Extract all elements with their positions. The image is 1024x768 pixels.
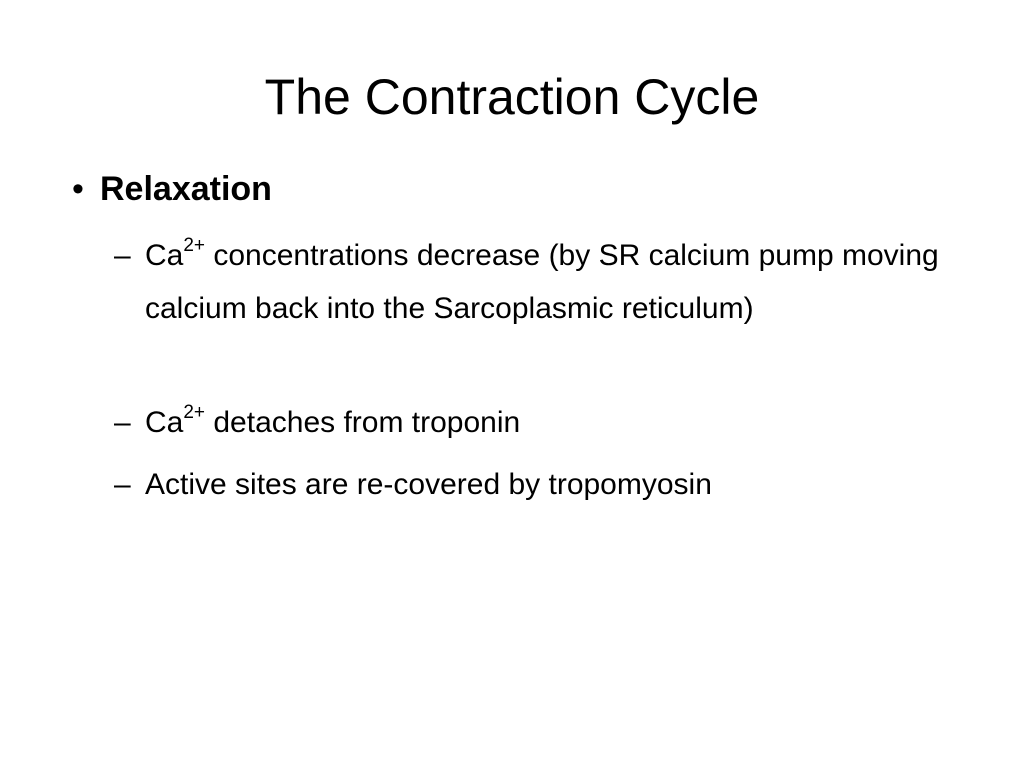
slide-title: The Contraction Cycle [264, 69, 760, 125]
bullet-relaxation [72, 166, 272, 212]
sub-marker: – [114, 239, 131, 272]
sub-marker: – [114, 406, 131, 439]
sub-item-active-sites [114, 458, 994, 511]
sub-marker: – [114, 468, 131, 501]
bullet-marker: • [72, 170, 84, 208]
sub-item-calcium-decrease [114, 229, 994, 335]
sub-text: Active sites are re-covered by tropomyosin [145, 468, 712, 501]
sub-text: $Ca^{2+}$ concentrations decrease (by SR calcium pump moving calcium back into the Sarcoplasmic reticulum) [145, 235, 939, 325]
sub-text: $Ca^{2+}$ detaches from troponin [145, 402, 521, 439]
bullet-label: Relaxation [100, 170, 272, 208]
sub-item-calcium-detaches [114, 396, 994, 449]
